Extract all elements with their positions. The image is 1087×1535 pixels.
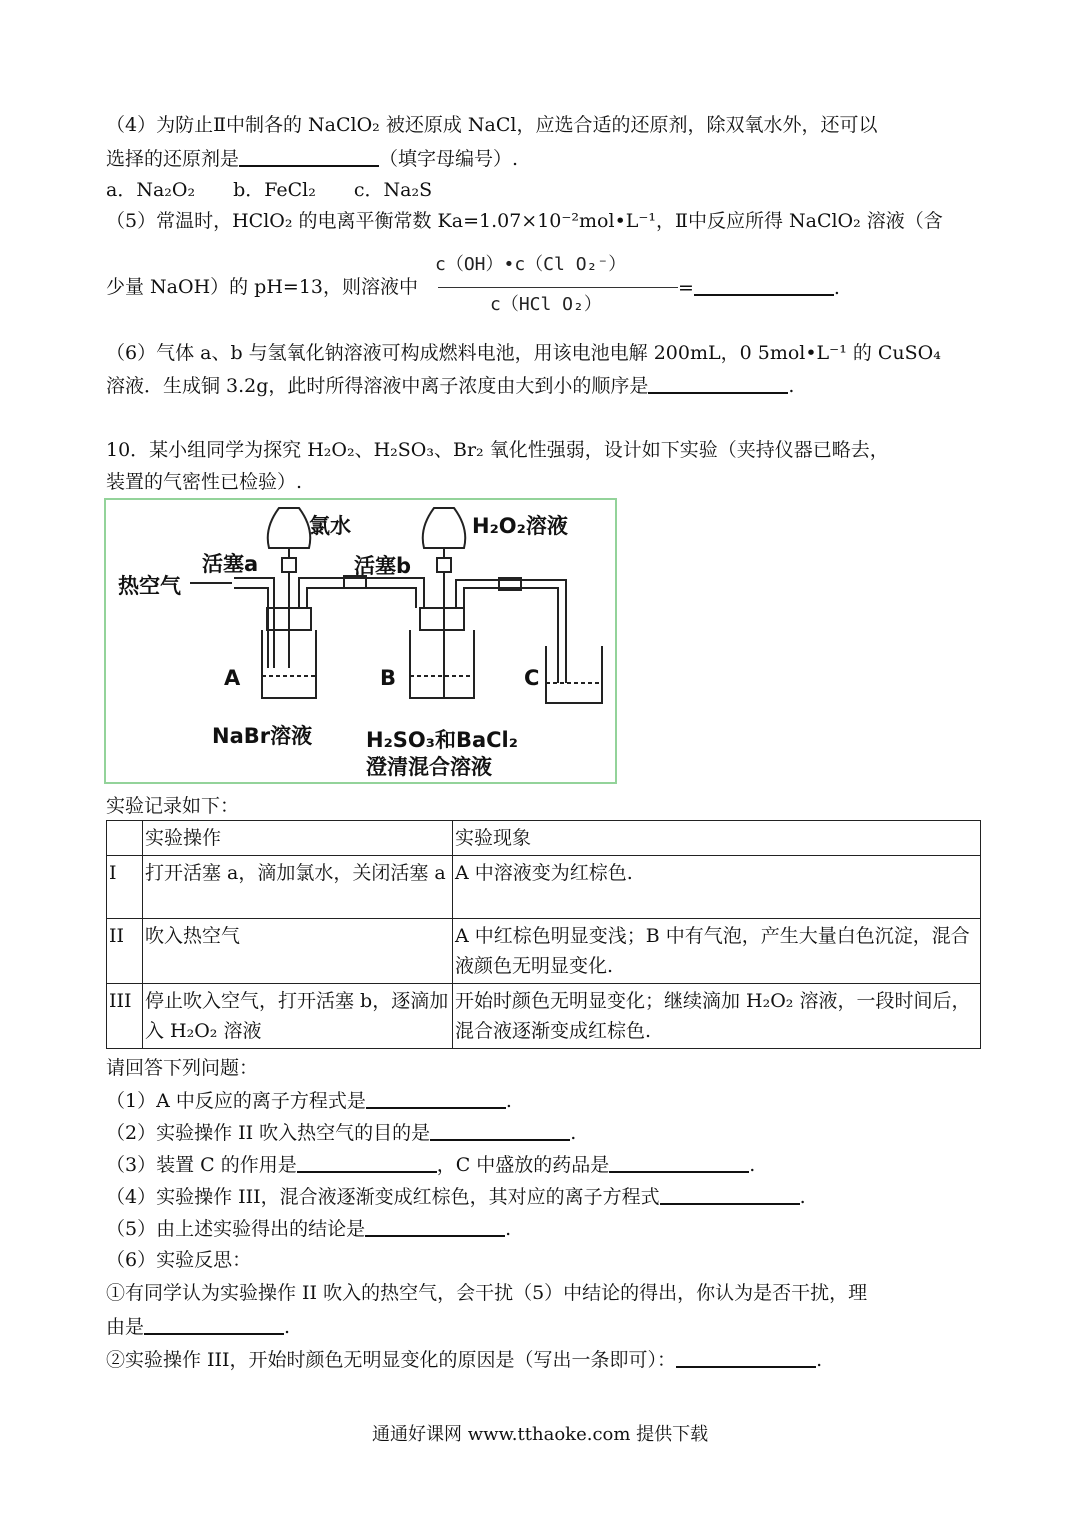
apparatus-diagram	[104, 498, 617, 784]
question-5	[106, 1215, 511, 1242]
reflection-2	[106, 1346, 822, 1373]
q9-part4-prompt: 选择的还原剂是	[106, 148, 240, 170]
period: .	[284, 1316, 291, 1338]
stopper-b	[420, 608, 464, 630]
reflection-1-line1: ①有同学认为实验操作 II 吹入的热空气，会干扰（5）中结论的得出，你认为是否干扰，理	[106, 1282, 868, 1304]
answer-blank[interactable]	[430, 1119, 570, 1141]
question-3-text: （3）装置 C 的作用是	[106, 1154, 297, 1176]
period: .	[570, 1122, 577, 1144]
q9-part4-line1: （4）为防止Ⅱ中制各的 NaClO₂ 被还原成 NaCl，应选合适的还原剂，除双氧水外，还可以	[106, 114, 878, 136]
question-5-text: （5）由上述实验得出的结论是	[106, 1218, 366, 1240]
reflection-1-line2	[106, 1313, 290, 1340]
bottle-b	[410, 630, 474, 698]
period: .	[749, 1154, 756, 1176]
answer-blank[interactable]	[694, 274, 834, 296]
q9-part4-options: a．Na₂O₂ b．FeCl₂ c．Na₂S	[106, 179, 433, 201]
period: .	[505, 1090, 512, 1112]
q9-part6-line1: （6）气体 a、b 与氢氧化钠溶液可构成燃料电池，用该电池电解 200mL，0 5mol•L⁻¹ 的 CuSO₄	[106, 342, 941, 364]
header-cell: 实验现象	[453, 821, 981, 856]
reflection-1-prompt: 由是	[106, 1316, 145, 1338]
table-row	[107, 984, 981, 1049]
label-beaker-c: C	[524, 666, 540, 690]
question-1-text: （1）A 中反应的离子方程式是	[106, 1090, 366, 1112]
label-valve-a: 活塞a	[202, 552, 259, 576]
label-hot-air: 热空气	[118, 574, 181, 598]
apparatus-drawing	[104, 498, 617, 784]
q9-part4-note: （填字母编号）.	[379, 148, 519, 170]
label-mixture-line2: 澄清混合溶液	[366, 755, 492, 779]
period: .	[816, 1349, 823, 1371]
row-number: III	[107, 984, 143, 1049]
header-cell: 实验操作	[143, 821, 453, 856]
period: .	[788, 375, 795, 397]
q9-part5-line2-pre: 少量 NaOH）的 pH=13，则溶液中	[106, 276, 419, 298]
operation-cell: 停止吹入空气，打开活塞 b，逐滴加入 H₂O₂ 溶液	[143, 984, 453, 1049]
fraction-bar	[438, 287, 678, 288]
operation-cell: 吹入热空气	[143, 919, 453, 984]
period: .	[505, 1218, 512, 1240]
experiment-table	[106, 820, 981, 1049]
record-label: 实验记录如下：	[106, 795, 240, 817]
q9-part4-line2	[106, 145, 518, 172]
question-3	[106, 1151, 755, 1178]
q10-intro-line2: 装置的气密性已检验）.	[106, 471, 303, 493]
period: .	[799, 1186, 806, 1208]
question-4	[106, 1183, 806, 1210]
label-nabr-solution: NaBr溶液	[212, 724, 313, 748]
observation-cell: A 中红棕色明显变浅；B 中有气泡，产生大量白色沉淀，混合液颜色无明显变化.	[453, 919, 981, 984]
question-1	[106, 1087, 512, 1114]
reflection-2-prompt: ②实验操作 III，开始时颜色无明显变化的原因是（写出一条即可）：	[106, 1349, 677, 1371]
q9-part6-prompt: 溶液．生成铜 3.2g，此时所得溶液中离子浓度由大到小的顺序是	[106, 375, 649, 397]
answer-blank[interactable]	[609, 1151, 749, 1173]
answer-blank[interactable]	[297, 1151, 437, 1173]
period: .	[833, 277, 840, 299]
fraction-denominator: c（HCl O₂）	[490, 294, 602, 315]
label-mixture-line1: H₂SO₃和BaCl₂	[366, 728, 518, 752]
row-number: I	[107, 856, 143, 919]
answer-blank[interactable]	[239, 145, 379, 167]
label-h2o2-solution: H₂O₂溶液	[472, 514, 568, 538]
question-2-text: （2）实验操作 II 吹入热空气的目的是	[106, 1122, 431, 1144]
question-3-mid: ，C 中盛放的药品是	[436, 1154, 610, 1176]
header-cell	[107, 821, 143, 856]
answer-blank[interactable]	[648, 372, 788, 394]
row-number: II	[107, 919, 143, 984]
answer-blank[interactable]	[676, 1346, 816, 1368]
q9-part5-line1: （5）常温时，HClO₂ 的电离平衡常数 Ka=1.07×10⁻²mol•L⁻¹，Ⅱ中反应所得 NaClO₂ 溶液（含	[106, 210, 943, 232]
label-bottle-b: B	[380, 666, 397, 690]
answer-prompt: 请回答下列问题：	[106, 1057, 259, 1079]
question-4-text: （4）实验操作 III，混合液逐渐变成红棕色，其对应的离子方程式	[106, 1186, 660, 1208]
label-chlorine-water: 氯水	[309, 514, 351, 538]
equals-sign: =	[678, 277, 694, 299]
answer-blank[interactable]	[365, 1215, 505, 1237]
answer-blank[interactable]	[366, 1087, 506, 1109]
operation-cell: 打开活塞 a，滴加氯水，关闭活塞 a	[143, 856, 453, 919]
connecting-pipe-ab	[299, 578, 424, 608]
fraction-numerator: c（OH）•c（Cl O₂⁻）	[435, 254, 627, 275]
connecting-pipe-bc	[456, 580, 566, 683]
table-row	[107, 919, 981, 984]
table-header-row	[107, 821, 981, 856]
funnel-b	[423, 508, 466, 548]
answer-blank[interactable]	[660, 1183, 800, 1205]
q9-part5-line2-end	[678, 274, 840, 301]
label-bottle-a: A	[224, 666, 241, 690]
question-6: （6）实验反思：	[106, 1249, 252, 1271]
q9-part6-line2	[106, 372, 794, 399]
label-valve-b: 活塞b	[354, 554, 412, 578]
observation-cell: 开始时颜色无明显变化；继续滴加 H₂O₂ 溶液，一段时间后，混合液逐渐变成红棕色.	[453, 984, 981, 1049]
beaker-c	[546, 646, 602, 703]
table-row	[107, 856, 981, 919]
q10-intro-line1: 10．某小组同学为探究 H₂O₂、H₂SO₃、Br₂ 氧化性强弱，设计如下实验（夹持仪器已略去，	[106, 439, 889, 461]
question-2	[106, 1119, 576, 1146]
answer-blank[interactable]	[144, 1313, 284, 1335]
page-footer: 通通好课网 www.tthaoke.com 提供下载	[372, 1424, 709, 1445]
funnel-a	[268, 508, 311, 548]
observation-cell: A 中溶液变为红棕色.	[453, 856, 981, 919]
